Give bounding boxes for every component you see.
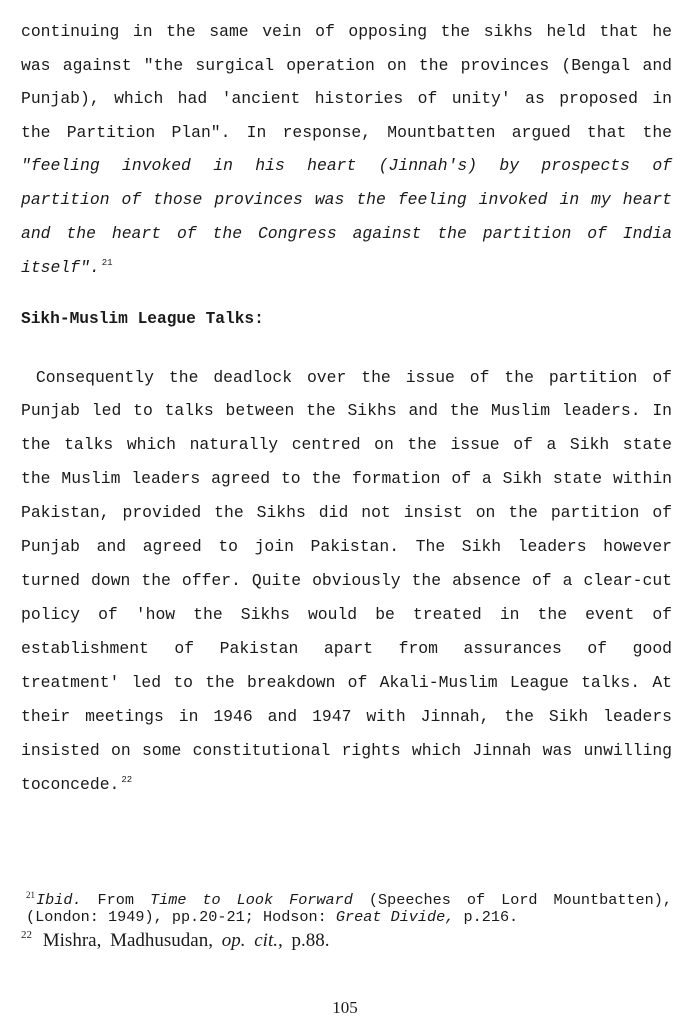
- footnote-22: [21, 930, 329, 952]
- text-line: turned down the offer. Quite obviously the absence of a clear-cut: [21, 571, 672, 590]
- page-number: 105: [332, 998, 358, 1017]
- footnote-ref-21[interactable]: 21: [101, 258, 113, 268]
- op-cit-text: op. cit.,: [221, 930, 283, 951]
- footnote-ref-22[interactable]: 22: [121, 775, 133, 785]
- cited-title: Time to Look Forward: [150, 891, 353, 909]
- text-line: continuing in the same vein of opposing the sikhs held that he: [21, 22, 672, 41]
- ibid-text: Ibid.: [36, 891, 82, 909]
- footnote-page: p.88.: [282, 930, 330, 951]
- cited-title: Great Divide,: [335, 908, 455, 926]
- text-line: the Partition Plan". In response, Mountbatten argued that the: [21, 123, 672, 142]
- section-heading: Sikh-Muslim League Talks:: [21, 310, 264, 328]
- text-line: establishment of Pakistan apart from assurances of good: [21, 639, 672, 658]
- quote-line-last: [21, 258, 672, 278]
- footnote-text: (Speeches of Lord Mountbatten),: [352, 891, 673, 909]
- text-line-last: [21, 775, 672, 795]
- footnote-text: From: [81, 891, 150, 909]
- footnote-21-line-2: [26, 909, 672, 926]
- footnote-text: p.216.: [454, 908, 519, 926]
- text-line: the talks which naturally centred on the issue of a Sikh state: [21, 435, 672, 454]
- text-line: Punjab led to talks between the Sikhs and the Muslim leaders. In: [21, 401, 672, 420]
- text-line: Punjab), which had 'ancient histories of unity' as proposed in: [21, 89, 672, 108]
- text-line: Consequently the deadlock over the issue of the partition of: [21, 368, 672, 387]
- footnote-21-line-1: [26, 892, 672, 909]
- text-line: treatment' led to the breakdown of Akali-Muslim League talks. At: [21, 673, 672, 692]
- quote-end-text: itself".: [21, 258, 100, 277]
- paragraph-end-text: toconcede.: [21, 775, 120, 794]
- text-line: the Muslim leaders agreed to the formation of a Sikh state within: [21, 469, 672, 488]
- text-line: policy of 'how the Sikhs would be treated in the event of: [21, 605, 672, 624]
- text-line: insisted on some constitutional rights which Jinnah was unwilling: [21, 741, 672, 760]
- text-line: Punjab and agreed to join Pakistan. The Sikh leaders however: [21, 537, 672, 556]
- text-line: was against "the surgical operation on the provinces (Bengal and: [21, 56, 672, 75]
- footnote-author: Mishra, Madhusudan,: [42, 930, 222, 951]
- text-line: Pakistan, provided the Sikhs did not insist on the partition of: [21, 503, 672, 522]
- quote-line: and the heart of the Congress against the partition of India: [21, 224, 672, 243]
- footnote-number: 21: [26, 890, 35, 900]
- quote-line: partition of those provinces was the feeling invoked in my heart: [21, 190, 672, 209]
- footnote-number: 22: [21, 929, 32, 941]
- quote-line: "feeling invoked in his heart (Jinnah's) by prospects of: [21, 156, 672, 175]
- text-line: their meetings in 1946 and 1947 with Jinnah, the Sikh leaders: [21, 707, 672, 726]
- footnote-text: (London: 1949), pp.20-21; Hodson:: [26, 908, 336, 926]
